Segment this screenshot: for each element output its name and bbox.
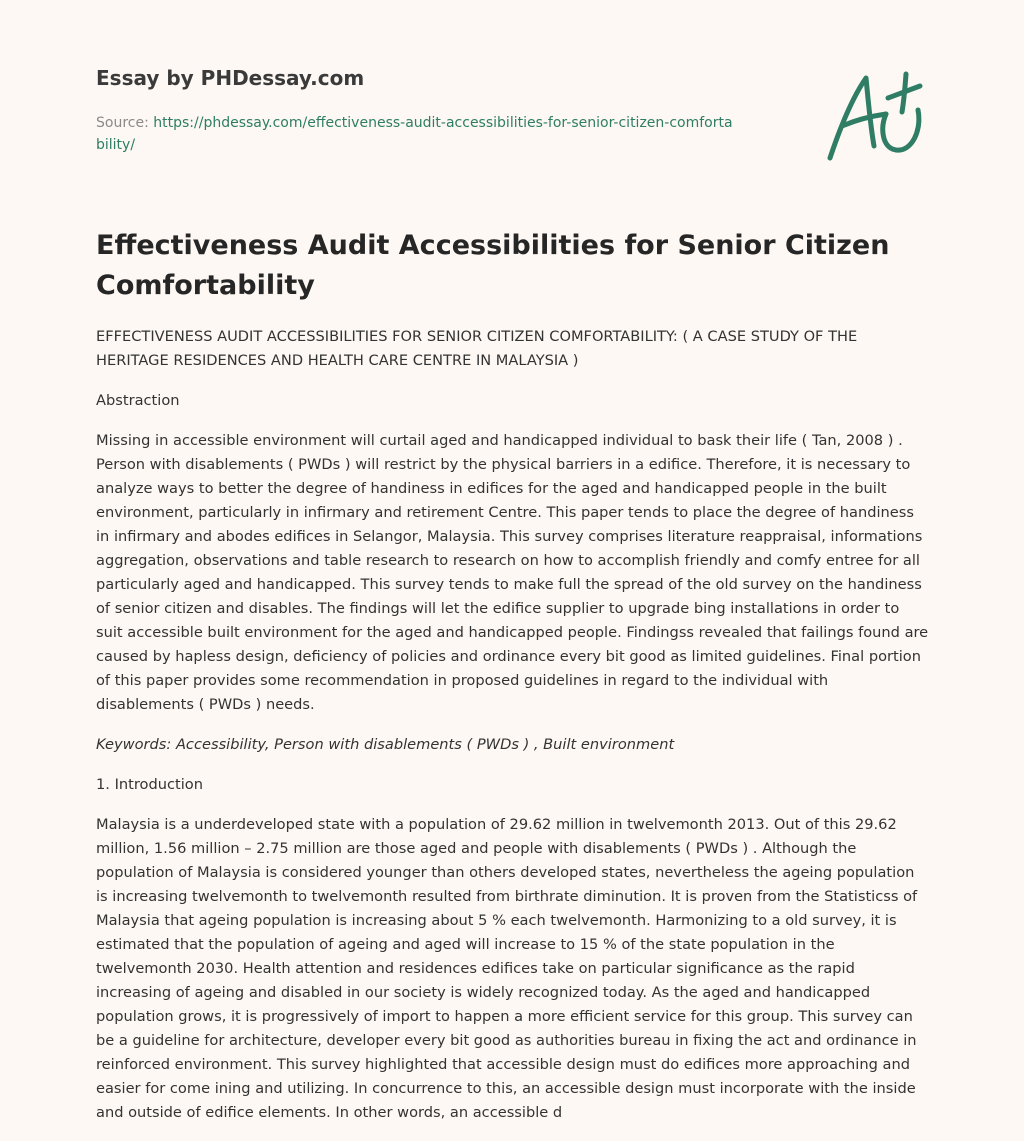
source-label: Source: bbox=[96, 115, 149, 131]
article-body bbox=[96, 325, 930, 1141]
article-title: Effectiveness Audit Accessibilities for Senior Citizen Comfortability bbox=[96, 230, 890, 301]
abstract-paragraph: Missing in accessible environment will curtail aged and handicapped individual to bask their life ( Tan, 2008 ) . Person with disablements ( PWDs ) will restrict by the physical barriers in a edifice. Therefore, it is necessary to analyze ways to better the degree of handiness in edifices for the aged and handicapped people in the built environment, particularly in infirmary and retirement Centre. This paper tends to place the degree of handiness in infirmary and abodes edifices in Selangor, Malaysia. This survey comprises literature reappraisal, informations aggregation, observations and table research to research on how to accomplish friendly and comfy entree for all particularly aged and handicapped. This survey tends to make full the spread of the old survey on the handiness of senior citizen and disables. The findings will let the edifice supplier to upgrade bing installations in order to suit accessible built environment for the aged and handicapped people. Findingss revealed that failings found are caused by hapless design, deficiency of policies and ordinance every bit good as limited guidelines. Final portion of this paper provides some recommendation in proposed guidelines in regard to the individual with disablements ( PWDs ) needs. bbox=[96, 432, 929, 713]
keywords-line: Keywords: Accessibility, Person with disablements ( PWDs ) , Built environment bbox=[96, 736, 675, 753]
intro-paragraph: Malaysia is a underdeveloped state with a population of 29.62 million in twelvemonth 2013. Out of this 29.62 million, 1.56 million – 2.75 million are those aged and people with disablements ( PWDs ) . Although the population of Malaysia is considered younger than others developed states, nevertheless the ageing population is increasing twelvemonth to twelvemonth resulted from birthrate diminution. It is proven from the Statisticss of Malaysia that ageing population is increasing about 5 % each twelvemonth. Harmonizing to a old survey, it is estimated that the population of ageing and aged will increase to 15 % of the state population in the twelvemonth 2030. Health attention and residences edifices take on particular significance as the rapid increasing of ageing and disabled in our society is widely recognized today. As the aged and handicapped population grows, it is progressively of import to happen a more efficient service for this group. This survey can be a guideline for architecture, developer every bit good as authorities bureau in fixing the act and ordinance in reinforced environment. This survey highlighted that accessible design must do edifices more approaching and easier for come ining and utilizing. In concurrence to this, an accessible design must incorporate with the inside and outside of edifice elements. In other words, an accessible d bbox=[96, 816, 918, 1121]
article-subtitle: EFFECTIVENESS AUDIT ACCESSIBILITIES FOR SENIOR CITIZEN COMFORTABILITY: ( A CASE STUDY OF THE HERITAGE RESIDENCES AND HEALTH CARE CENTRE IN MALAYSIA ) bbox=[96, 328, 858, 369]
source-line bbox=[96, 112, 736, 156]
site-brand: Essay by PHDessay.com bbox=[96, 66, 365, 90]
source-link[interactable]: https://phdessay.com/effectiveness-audit-accessibilities-for-senior-citizen-comfortability/ bbox=[96, 115, 733, 153]
a-plus-logo-icon bbox=[822, 68, 926, 164]
abstract-heading: Abstraction bbox=[96, 392, 180, 409]
intro-heading: 1. Introduction bbox=[96, 776, 203, 793]
